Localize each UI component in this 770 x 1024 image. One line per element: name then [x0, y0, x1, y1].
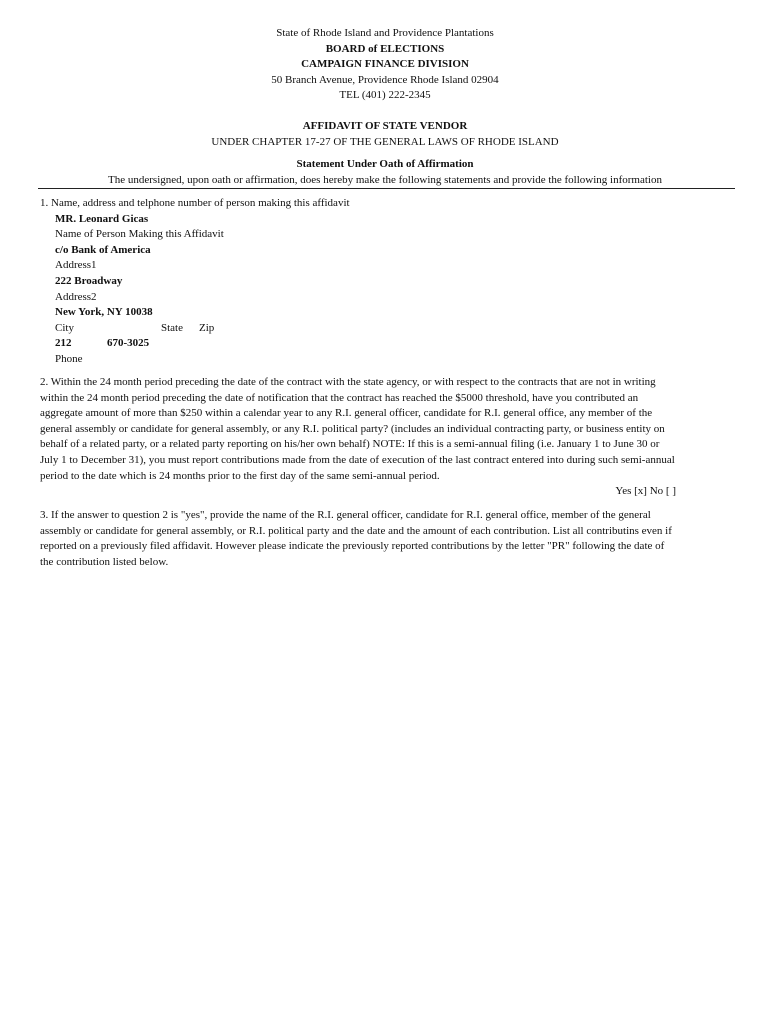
form-title-block [0, 119, 770, 150]
question-1-text: 1. Name, address and telphone number of person making this affidavit [40, 197, 350, 209]
city-label: City [55, 321, 74, 334]
question-3 [40, 508, 680, 570]
form-header [0, 26, 770, 104]
affiant-name-label: Name of Person Making this Affidavit [55, 228, 224, 241]
phone-number: 670-3025 [107, 337, 150, 350]
question-3-text: 3. If the answer to question 2 is "yes", provide the name of the R.I. general officer, candidate for R.I. general office, member of the general assembly or candidate for general assembly, or R.I. political party and the date and the amount of each contribution. List all contributins even if reported on a previously filed affidavit. However please indicate the previously reported contributions by the letter "PR" following the date of the contribution listed below. [40, 509, 672, 568]
state-name: State of Rhode Island and Providence Plantations [276, 27, 494, 39]
question-2-text: 2. Within the 24 month period preceding the date of the contract with the state agency, or with respect to the contracts that are not in writing within the 24 month period preceding the date of notification that the contract has reached the $5000 threshold, have you contributed an aggregate amount of more than $250 within a calendar year to any R.I. general officer, candidate for R.I. general office, any member of the general assembly or candidate for general assembly, or any R.I. political party? (includes an individual contracting party, or business entity on behalf of a related party, or a related party reporting on his/her own behalf) NOTE: If this is a semi-annual filing (i.e. January 1 to June 30 or July 1 to December 31), you must report contributions made from the date of execution of the last contract entered into during such semi-annual period to the date which is 24 months prior to the first day of the same semi-annual period. [40, 376, 675, 482]
yes-no-answer: Yes [x] No [ ] [615, 485, 676, 498]
oath-statement [0, 157, 770, 188]
oath-intro: The undersigned, upon oath or affirmation, does hereby make the following statements and provide the following information [108, 173, 662, 186]
zip-label: Zip [199, 321, 215, 334]
question-1 [40, 196, 730, 368]
division-name: CAMPAIGN FINANCE DIVISION [301, 58, 469, 71]
phone-area-code: 212 [55, 337, 72, 350]
question-2 [40, 375, 680, 500]
form-title: AFFIDAVIT OF STATE VENDOR [302, 120, 468, 132]
oath-heading: Statement Under Oath of Affirmation [296, 158, 474, 170]
address2-label: Address2 [55, 290, 97, 303]
address1-label: Address1 [55, 259, 97, 272]
address2-value: 222 Broadway [55, 274, 123, 287]
board-name: BOARD of ELECTIONS [325, 42, 445, 55]
city-value: New York, NY 10038 [55, 306, 153, 319]
header-divider [38, 188, 735, 189]
office-telephone: TEL (401) 222-2345 [339, 89, 431, 102]
phone-label: Phone [55, 352, 83, 365]
affiant-name-value: MR. Leonard Gicas [55, 212, 149, 225]
state-label: State [161, 321, 183, 334]
office-address: 50 Branch Avenue, Providence Rhode Island 02904 [271, 73, 499, 86]
phone-value [40, 336, 730, 352]
address1-value: c/o Bank of America [55, 243, 151, 256]
city-state-zip-labels [40, 321, 730, 337]
form-subtitle: UNDER CHAPTER 17-27 OF THE GENERAL LAWS OF RHODE ISLAND [211, 135, 559, 148]
